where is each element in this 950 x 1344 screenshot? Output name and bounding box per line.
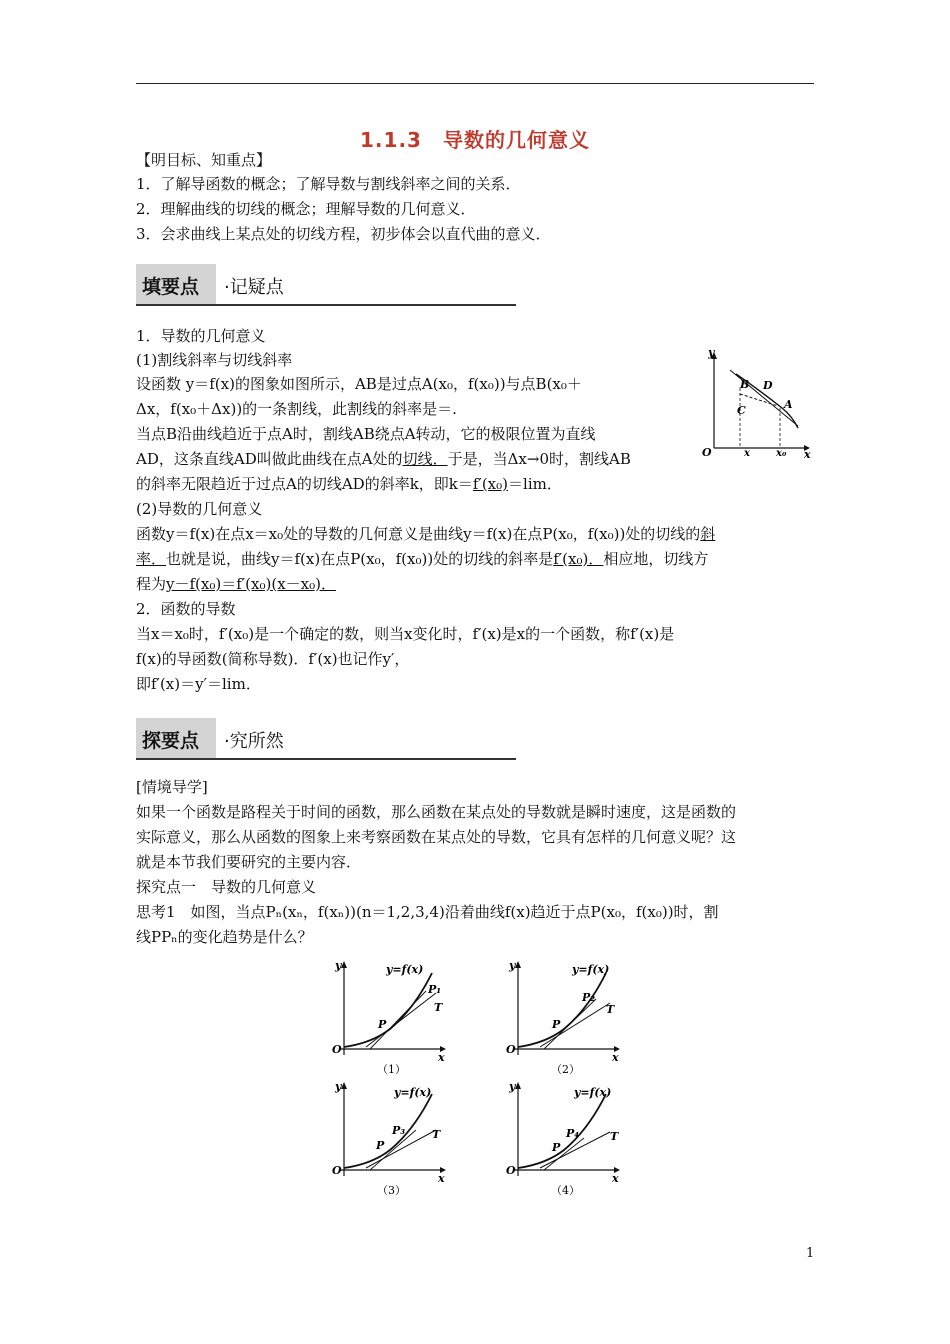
paragraph-line: f(x)的导函数(简称导数)．f′(x)也记作y′， (136, 650, 410, 668)
tick-label: x₀ (776, 448, 787, 458)
text: 的斜率无限趋近于过点A的切线AD的斜率k，即k＝ (136, 475, 473, 493)
point-label: T (606, 1003, 615, 1016)
heading: 1．导数的几何意义 (136, 327, 266, 345)
point-label: P₂ (582, 991, 596, 1004)
subheading: (1)割线斜率与切线斜率 (136, 351, 293, 369)
point-label: T (432, 1128, 441, 1141)
section-header-2 (136, 718, 516, 760)
graph-caption: （1） (377, 1063, 406, 1076)
function-label: y=f(x) (574, 1086, 612, 1099)
underlined-answer: f′(x₀)． (553, 550, 604, 568)
objectives-heading: 【明目标、知重点】 (136, 151, 272, 169)
text: 函数y＝f(x)在点x＝x₀处的导数的几何意义是曲线y＝f(x)在点P(x₀，f(x₀))处的切线的 (136, 525, 701, 543)
axis-label: y (335, 959, 342, 972)
underlined-answer: 斜 (700, 525, 716, 543)
point-label: P (376, 1139, 385, 1152)
objective-item: 1．了解导函数的概念；了解导数与割线斜率之间的关系． (136, 175, 521, 193)
tick-label: x (744, 448, 750, 458)
function-label: y=f(x) (386, 963, 424, 976)
paragraph-line: 即f′(x)＝y′＝lim． (136, 675, 261, 693)
graph-caption: （2） (551, 1063, 580, 1076)
paragraph-line (136, 547, 814, 571)
axis-label: x (804, 448, 811, 458)
text: 相应地，切线方 (603, 550, 709, 568)
origin-label: O (702, 446, 712, 458)
underlined-answer: y－f(x₀)＝f′(x₀)(x－x₀)． (166, 575, 336, 593)
underlined-answer: 切线． (402, 450, 448, 468)
paragraph-line: 就是本节我们要研究的主要内容． (136, 853, 362, 871)
axis-label: x (612, 1172, 619, 1185)
section-label: 填要点 (142, 276, 200, 298)
function-label: y=f(x) (572, 963, 610, 976)
axis-label: y (509, 959, 516, 972)
paragraph-line: 当点B沿曲线趋近于点A时，割线AB绕点A转动，它的极限位置为直线 (136, 425, 596, 443)
paragraph-line: 思考1 如图，当点Pₙ(xₙ，f(xₙ))(n＝1,2,3,4)沿着曲线f(x)趋近于点P(x₀，f(x₀))时，割 (136, 903, 719, 921)
section-header-1 (136, 264, 516, 306)
point-label: P₃ (392, 1124, 406, 1137)
text: AD，这条直线AD叫做此曲线在点A处的 (136, 450, 403, 468)
page-title: 1.1.3 导数的几何意义 (360, 128, 590, 152)
text: 程为 (136, 575, 167, 593)
paragraph-line (136, 522, 814, 546)
graph-2 (496, 955, 626, 1079)
text: ＝lim． (508, 475, 562, 493)
point-label: T (610, 1130, 619, 1143)
section-sublabel: ·究所然 (224, 731, 284, 752)
point-label: D (763, 379, 773, 392)
origin-label: O (332, 1043, 342, 1056)
page-number: 1 (806, 1246, 815, 1261)
text: 于是，当Δx→0时，割线AB (447, 450, 631, 468)
paragraph-line: 如果一个函数是路程关于时间的函数，那么函数在某点处的导数就是瞬时速度，这是函数的 (136, 803, 737, 821)
point-label: A (784, 398, 793, 411)
paragraph-line: Δx，f(x₀＋Δx))的一条割线，此割线的斜率是＝. (136, 400, 457, 418)
axis-label: y (509, 1080, 516, 1093)
axis-label: y (335, 1080, 342, 1093)
graph-caption: （4） (551, 1184, 580, 1197)
point-label: P (378, 1018, 387, 1031)
objective-item: 3．会求曲线上某点处的切线方程，初步体会以直代曲的意义． (136, 225, 551, 243)
point-label: C (737, 404, 746, 417)
point-label: B (740, 378, 750, 391)
explore-heading: 探究点一 导数的几何意义 (136, 878, 317, 896)
point-label: P₄ (566, 1127, 580, 1140)
graph-1 (322, 955, 452, 1079)
axis-label: y (708, 346, 715, 359)
origin-label: O (506, 1164, 516, 1177)
objective-item: 2．理解曲线的切线的概念；理解导数的几何意义． (136, 200, 476, 218)
axis-label: x (612, 1051, 619, 1064)
graph-caption: （3） (377, 1184, 406, 1197)
paragraph-line: 实际意义，那么从函数的图象上来考察函数在某点处的导数，它具有怎样的几何意义呢？这 (136, 828, 737, 846)
origin-label: O (506, 1043, 516, 1056)
heading: 2．函数的导数 (136, 600, 236, 618)
point-label: P (552, 1018, 561, 1031)
text: 也就是说，曲线y＝f(x)在点P(x₀，f(x₀))处的切线的斜率是 (166, 550, 554, 568)
paragraph-line (136, 472, 814, 496)
section-label: 探要点 (142, 730, 200, 752)
paragraph-line: 线PPₙ的变化趋势是什么？ (136, 928, 313, 946)
scene-heading: [情境导学] (136, 778, 208, 796)
paragraph-line: 当x＝x₀时，f′(x₀)是一个确定的数，则当x变化时，f′(x)是x的一个函数，称f′(x)是 (136, 625, 675, 643)
function-label: y=f(x) (394, 1086, 432, 1099)
point-label: P₁ (428, 983, 442, 996)
graph-4 (496, 1076, 626, 1200)
paragraph-line: 设函数 y＝f(x)的图象如图所示，AB是过点A(x₀，f(x₀))与点B(x₀＋ (136, 375, 582, 393)
subheading: (2)导数的几何意义 (136, 500, 263, 518)
origin-label: O (332, 1164, 342, 1177)
point-label: P (552, 1141, 561, 1154)
underlined-answer: 率． (136, 550, 167, 568)
axis-label: x (438, 1051, 445, 1064)
section-sublabel: ·记疑点 (224, 277, 284, 298)
underlined-answer: f′(x₀) (472, 475, 509, 493)
header-rule (136, 83, 814, 84)
graph-3 (322, 1076, 452, 1200)
point-label: T (434, 1001, 443, 1014)
axis-label: x (438, 1172, 445, 1185)
paragraph-line (136, 572, 814, 596)
secant-tangent-figure (700, 346, 816, 458)
